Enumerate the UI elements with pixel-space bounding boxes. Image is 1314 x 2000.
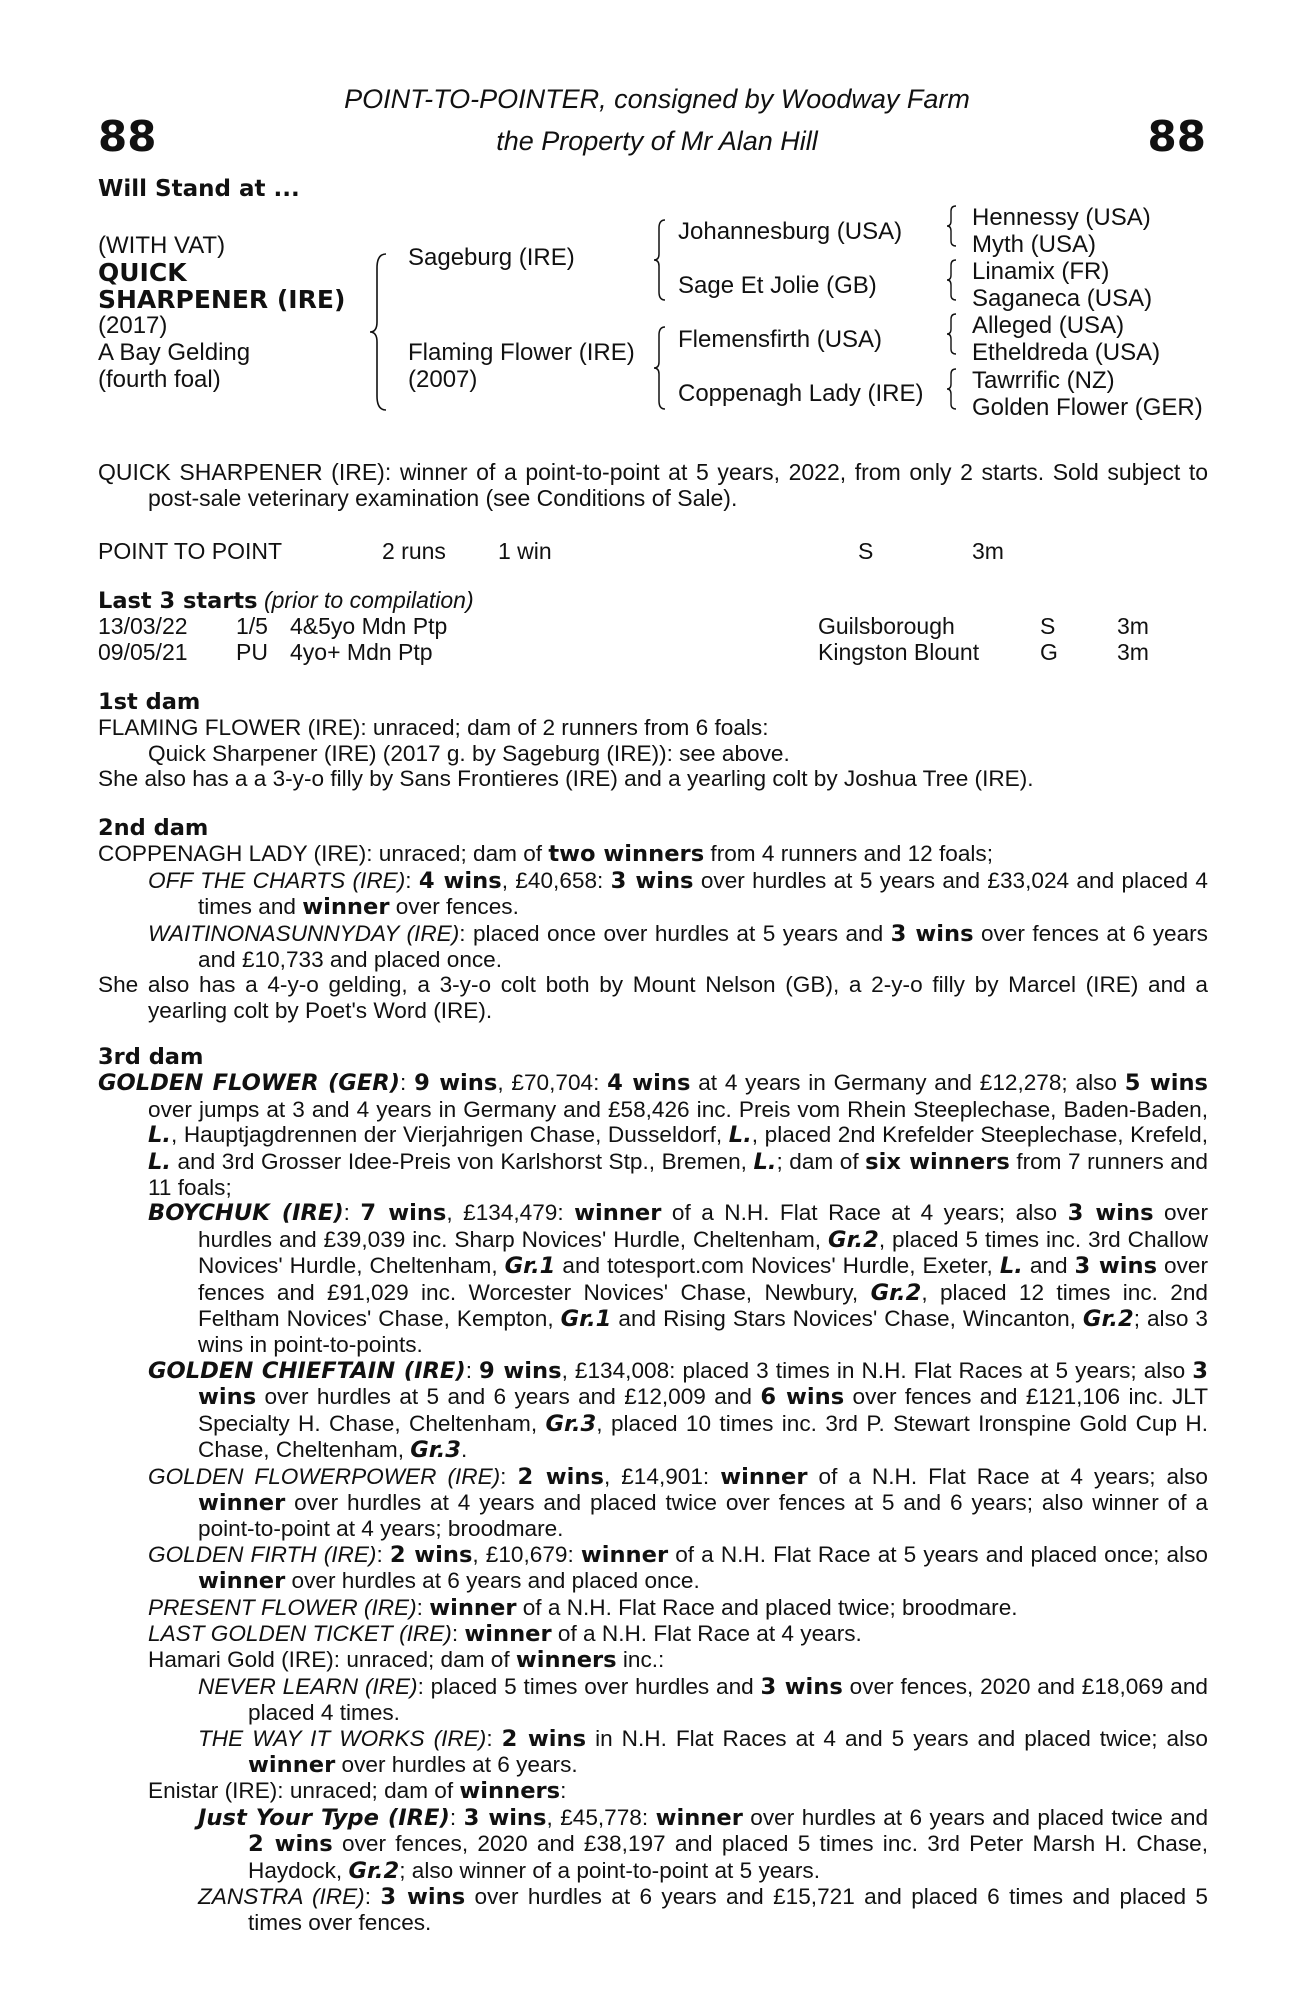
- offspring-hamari-gold: Hamari Gold (IRE): unraced; dam of winners inc.:: [148, 1647, 665, 1674]
- pedigree-sss: Hennessy (USA): [972, 204, 1151, 231]
- start-pos-2: PU: [236, 639, 268, 665]
- will-stand-label: Will Stand at ...: [98, 176, 300, 202]
- start-dist-1: 3m: [1117, 613, 1149, 639]
- offspring-golden-flowerpower: GOLDEN FLOWERPOWER (IRE): 2 wins, £14,901: winner of a N.H. Flat Race at 4 years; also winner over hurdles at 4 years and placed twice over fences at 5 and 6 years; also winner of a point-to-point at 4 years; broodmare.: [148, 1463, 1208, 1542]
- foal-number: (fourth foal): [98, 366, 221, 393]
- pedigree-dam-sire: Flemensfirth (USA): [678, 326, 883, 353]
- ptp-label: POINT TO POINT: [98, 538, 283, 564]
- offspring-boychuk: BOYCHUK (IRE): 7 wins, £134,479: winner of a N.H. Flat Race at 4 years; also 3 wins over hurdles and £39,039 inc. Sharp Novices' Hurdle, Cheltenham, Gr.2, placed 5 times inc. 3rd Challow Novices' Hurdle, Cheltenham, Gr.1 and totesport.com Novices' Hurdle, Exeter, L. and 3 wins over fences and £91,029 inc. Worcester Novices' Chase, Newbury, Gr.2, placed 12 times inc. 2nd Feltham Novices' Chase, Kempton, Gr.1 and Rising Stars Novices' Chase, Wincanton, Gr.2; also 3 wins in point-to-points.: [148, 1200, 1209, 1358]
- ptp-going: S: [858, 538, 874, 564]
- pedigree-brace-sd: [945, 258, 959, 302]
- ptp-distance: 3m: [972, 538, 1004, 564]
- pedigree-dss: Alleged (USA): [972, 312, 1125, 339]
- lot-number-right: 88: [1147, 112, 1206, 161]
- ptp-wins: 1 win: [498, 538, 552, 564]
- offspring-golden-firth: GOLDEN FIRTH (IRE): 2 wins, £10,679: winner of a N.H. Flat Race at 5 years and placed once; also winner over hurdles at 6 years and placed once.: [148, 1541, 1208, 1595]
- start-date-2: 09/05/21: [98, 639, 188, 665]
- horse-name-line1: QUICK: [98, 258, 187, 287]
- start-pos-1: 1/5: [236, 613, 268, 639]
- pedigree-brace-1: [368, 252, 392, 412]
- pedigree-dam: Flaming Flower (IRE): [408, 339, 635, 366]
- pedigree-dsd: Etheldreda (USA): [972, 339, 1161, 366]
- property-line: the Property of Mr Alan Hill: [496, 126, 818, 156]
- second-dam-heading: 2nd dam: [98, 815, 209, 841]
- last-starts-note: (prior to compilation): [263, 587, 474, 613]
- start-course-2: Kingston Blount: [818, 639, 980, 665]
- second-dam-offspring-1: OFF THE CHARTS (IRE): 4 wins, £40,658: 3 wins over hurdles at 5 years and £33,024 and placed 4 times and winner over fences.: [148, 867, 1208, 921]
- ptp-runs: 2 runs: [382, 538, 446, 564]
- pedigree-ddd: Golden Flower (GER): [972, 394, 1203, 421]
- lot-number-left: 88: [98, 112, 157, 161]
- first-dam-produce: Quick Sharpener (IRE) (2017 g. by Sageburg (IRE)): see above.: [148, 740, 790, 766]
- pedigree-brace-dam: [652, 325, 668, 411]
- third-dam-record: GOLDEN FLOWER (GER): 9 wins, £70,704: 4 wins at 4 years in Germany and £12,278; also 5 wins over jumps at 3 and 4 years in Germany and £58,426 inc. Preis vom Rhein Steeplechase, Baden-Baden, L., Hauptjagdrennen der Vierjahrigen Chase, Dusseldorf, L., placed 2nd Krefelder Steeplechase, Krefeld, L. and 3rd Grosser Idee-Preis von Karlshorst Stp., Bremen, L.; dam of six winners from 7 runners and 11 foals;: [98, 1070, 1208, 1201]
- third-dam-section: [98, 1045, 1208, 1936]
- last-starts-heading: [98, 587, 474, 614]
- pedigree-brace-sire: [652, 218, 668, 302]
- pedigree-sire-dam: Sage Et Jolie (GB): [678, 272, 877, 299]
- second-dam-intro: COPPENAGH LADY (IRE): unraced; dam of two winners from 4 runners and 12 foals;: [98, 841, 993, 868]
- grandchild-zanstra: ZANSTRA (IRE): 3 wins over hurdles at 6 years and £15,721 and placed 6 times and placed 5 times over fences.: [198, 1884, 1208, 1936]
- offspring-present-flower: PRESENT FLOWER (IRE): winner of a N.H. Flat Race and placed twice; broodmare.: [148, 1594, 1018, 1621]
- pedigree-sdd: Saganeca (USA): [972, 285, 1153, 312]
- third-dam-heading: 3rd dam: [98, 1044, 204, 1070]
- pedigree-dam-year: (2007): [408, 366, 478, 393]
- pedigree-brace-ss: [945, 204, 959, 248]
- grandchild-just-your-type: Just Your Type (IRE): 3 wins, £45,778: winner over hurdles at 6 years and placed twice and 2 wins over fences, 2020 and £38,197 and placed 5 times inc. 3rd Peter Marsh H. Chase, Haydock, Gr.2; also winner of a point-to-point at 5 years.: [198, 1804, 1209, 1884]
- second-dam-also: She also has a 4-y-o gelding, a 3-y-o colt both by Mount Nelson (GB), a 2-y-o filly by Marcel (IRE) and a yearling colt by Poet's Word (IRE).: [98, 972, 1208, 1023]
- start-dist-2: 3m: [1117, 639, 1149, 665]
- offspring-enistar: Enistar (IRE): unraced; dam of winners:: [148, 1778, 567, 1805]
- summary-block: [98, 460, 1208, 511]
- first-dam-line: FLAMING FLOWER (IRE): unraced; dam of 2 runners from 6 foals:: [98, 715, 769, 741]
- pedigree-ssd: Myth (USA): [972, 231, 1097, 258]
- start-going-2: G: [1040, 639, 1058, 665]
- vat-label: (WITH VAT): [98, 232, 226, 259]
- horse-name-line2: SHARPENER (IRE): [98, 285, 346, 314]
- pedigree-dds: Tawrrific (NZ): [972, 367, 1115, 394]
- start-race-1: 4&5yo Mdn Ptp: [290, 613, 448, 639]
- offspring-last-golden-ticket: LAST GOLDEN TICKET (IRE): winner of a N.H. Flat Race at 4 years.: [148, 1620, 862, 1647]
- grandchild-never-learn: NEVER LEARN (IRE): placed 5 times over hurdles and 3 wins over fences, 2020 and £18,069 and placed 4 times.: [198, 1673, 1208, 1726]
- pedigree-sire: Sageburg (IRE): [408, 244, 575, 271]
- start-going-1: S: [1040, 613, 1056, 639]
- pedigree-dam-dam: Coppenagh Lady (IRE): [678, 380, 924, 407]
- grandchild-the-way-it-works: THE WAY IT WORKS (IRE): 2 wins in N.H. Flat Races at 4 and 5 years and placed twice; also winner over hurdles at 6 years.: [198, 1725, 1208, 1778]
- second-dam-section: [98, 816, 1208, 1023]
- horse-description: A Bay Gelding: [98, 339, 251, 366]
- horse-year: (2017): [98, 312, 168, 339]
- first-dam-heading: 1st dam: [98, 689, 201, 715]
- pedigree-sire-sire: Johannesburg (USA): [678, 218, 903, 245]
- start-course-1: Guilsborough: [818, 613, 955, 639]
- first-dam-also: She also has a a 3-y-o filly by Sans Frontieres (IRE) and a yearling colt by Joshua Tree (IRE).: [98, 766, 1034, 792]
- offspring-golden-chieftain: GOLDEN CHIEFTAIN (IRE): 9 wins, £134,008: placed 3 times in N.H. Flat Races at 5 years; also 3 wins over hurdles at 5 and 6 years and £12,009 and 6 wins over fences and £121,106 inc. JLT Specialty H. Chase, Cheltenham, Gr.3, placed 10 times inc. 3rd P. Stewart Ironspine Gold Cup H. Chase, Cheltenham, Gr.3.: [148, 1357, 1209, 1464]
- summary-text: QUICK SHARPENER (IRE): winner of a point-to-point at 5 years, 2022, from only 2 starts. Sold subject to post-sale veterinary examination (see Conditions of Sale).: [98, 459, 1208, 511]
- pedigree-brace-dd: [945, 367, 959, 411]
- start-date-1: 13/03/22: [98, 613, 188, 639]
- last-starts-title: Last 3 starts: [98, 588, 258, 614]
- pedigree-brace-ds: [945, 312, 959, 356]
- second-dam-offspring-2: WAITINONASUNNYDAY (IRE): placed once over hurdles at 5 years and 3 wins over fences at 6 years and £10,733 and placed once.: [148, 920, 1208, 973]
- first-dam-section: [98, 690, 1208, 792]
- pedigree-sds: Linamix (FR): [972, 258, 1110, 285]
- consignment-line: POINT-TO-POINTER, consigned by Woodway Farm: [344, 84, 970, 114]
- start-race-2: 4yo+ Mdn Ptp: [290, 639, 433, 665]
